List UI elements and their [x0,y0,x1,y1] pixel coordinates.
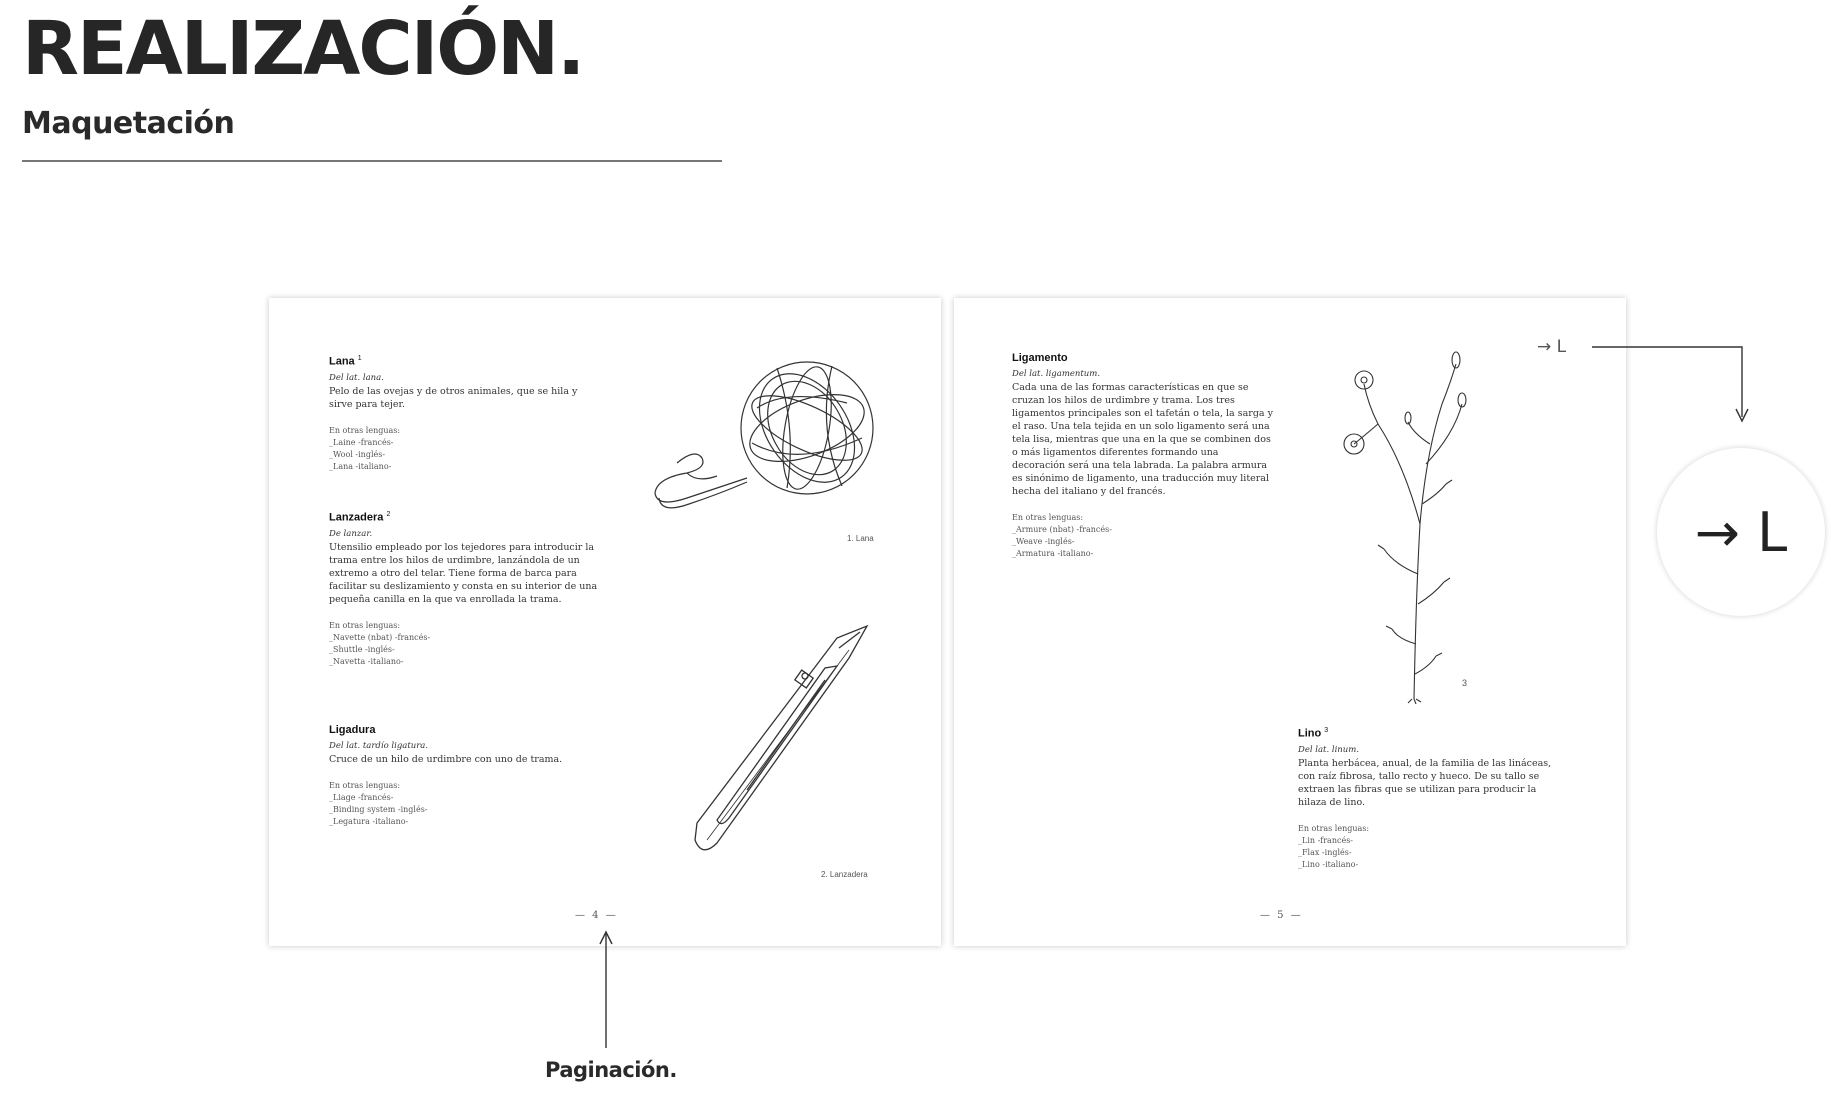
spread-right-page [954,298,1626,946]
entry-ligadura [329,724,599,828]
yarn-ball-illustration [647,348,887,523]
entry-term: Ligamento [1012,352,1068,364]
entry-lino [1298,724,1566,871]
entry-etymology: Del lat. linum. [1298,744,1360,755]
entry-definition: Cada una de las formas características en que se cruzan los hilos de urdimbre y trama. Los tres ligamentos principales son el tafetán o tela, la sarga y el raso. Una tela tejida en un solo ligamento será una tela lisa, mientras que una en la que se combinen dos o más ligamentos diferentes formando una decoración será una tela labrada. La palabra armura es sinónimo de ligamento, una traducción muy literal hecha del italiano y del francés. [1012,382,1273,497]
caption-lanzadera: 2. Lanzadera [821,870,868,879]
entry-term: Lanzadera $^2$ [329,511,391,524]
letter-marker: → L [1537,337,1567,357]
entry-definition: Pelo de las ovejas y de otros animales, que se hila y sirve para tejer. [329,385,578,410]
connector-arrow [1590,345,1750,425]
spread-left-page [269,298,941,946]
entry-term: Lana $^1$ [329,355,362,368]
entry-definition: Utensilio empleado por los tejedores para introducir la trama entre los hilos de urdimbre, lanzándola de un extremo a otro del telar. Tiene forma de barca para facilitar su deslizamiento y consta en su interior de una pequeña canilla en la que va enrollada la trama. [329,541,598,605]
pagination-label: Paginación. [545,1058,677,1082]
entry-etymology: Del lat. ligamentum. [1012,369,1101,379]
entry-term: Lino $^3$ [1298,727,1329,740]
flax-plant-illustration [1334,344,1484,704]
entry-languages: En otras lenguas: _Lin -francés- _Flax -inglés- _Lino -italiano- [1298,823,1370,869]
entry-etymology: De lanzar. [329,528,373,539]
entry-languages: En otras lenguas: _Liage -francés- _Binding system -inglés- _Legatura -italiano- [329,781,428,826]
entry-ligamento [1012,352,1274,560]
title-divider [22,160,722,162]
shuttle-illustration [677,618,877,858]
entry-etymology: Del lat. tardío ligatura. [329,741,429,751]
entry-languages: En otras lenguas: _Navette (nbat) -francés- _Shuttle -inglés- _Navetta -italiano- [329,620,431,666]
caption-lana: 1. Lana [847,534,874,543]
entry-term: Ligadura [329,724,376,736]
entry-lana [329,352,599,473]
caption-lino: 3 [1462,678,1468,688]
page-subtitle: Maquetación [22,106,235,141]
entry-etymology: Del lat. lana. [329,372,384,383]
page-number-right: — 5 — [1260,910,1303,921]
pagination-arrow [596,930,616,1050]
page-title: REALIZACIÓN. [22,6,584,92]
letter-marker-zoom: → L [1657,448,1825,616]
entry-lanzadera [329,508,599,668]
entry-languages: En otras lenguas: _Armure (nbat) -francés- _Weave -inglés- _Armatura -italiano- [1012,513,1112,558]
entry-definition: Planta herbácea, anual, de la familia de las lináceas, con raíz fibrosa, tallo recto y hueco. De su tallo se extraen las fibras que se utilizan para producir la hilaza de lino. [1298,757,1552,808]
entry-definition: Cruce de un hilo de urdimbre con uno de trama. [329,754,563,765]
entry-languages: En otras lenguas: _Laine -francés- _Wool -inglés- _Lana -italiano- [329,425,401,471]
page-number-left: — 4 — [575,910,618,921]
